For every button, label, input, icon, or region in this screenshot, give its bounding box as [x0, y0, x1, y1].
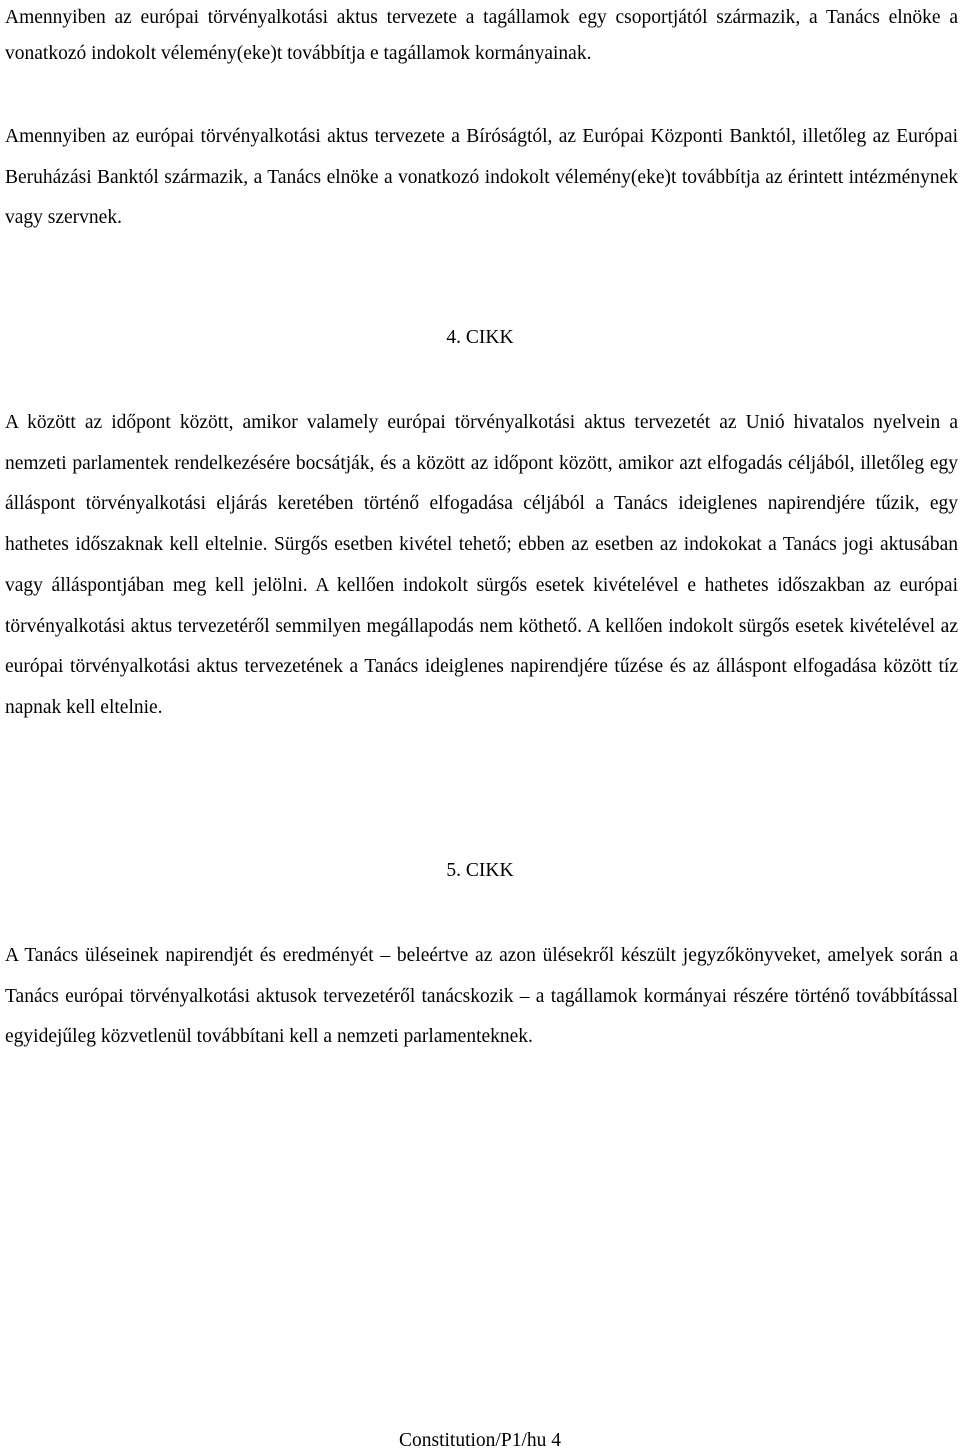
page-footer: Constitution/P1/hu 4 [399, 1430, 561, 1451]
article-4-heading: 4. CIKK [446, 327, 514, 348]
article-5-heading: 5. CIKK [446, 860, 514, 881]
paragraph-institutions: Amennyiben az európai törvényalkotási aktus tervezete a Bíróságtól, az Európai Központi Banktól, illetőleg az Európai Beruházási Banktól származik, a Tanács elnöke a vonatkozó indokolt vélemény(eke)t továbbítja az érintett intézménynek vagy szervnek. [5, 126, 958, 229]
article-4-body: A között az időpont között, amikor valamely európai törvényalkotási aktus tervezetét az Unió hivatalos nyelvein a nemzeti parlamentek rendelkezésére bocsátják, és a között az időpont között, amikor azt elfogadás céljából, illetőleg egy álláspont törvényalkotási eljárás keretében történő elfogadása céljából a Tanács ideiglenes napirendjére tűzik, egy hathetes időszaknak kell eltelnie. Sürgős esetben kivétel tehető; ebben az esetben az indokokat a Tanács jogi aktusában vagy álláspontjában meg kell jelölni. A kellően indokolt sürgős esetek kivételével e hathetes időszakban az európai törvényalkotási aktus tervezetéről semmilyen megállapodás nem köthető. A kellően indokolt sürgős esetek kivételével az európai törvényalkotási aktus tervezetének a Tanács ideiglenes napirendjére tűzése és az álláspont elfogadása között tíz napnak kell eltelnie. [5, 412, 958, 718]
article-5-body: A Tanács üléseinek napirendjét és eredményét – beleértve az azon ülésekről készült jegyzőkönyveket, amelyek során a Tanács európai törvényalkotási aktusok tervezetéről tanácskozik – a tagállamok kormányai részére történő továbbítással egyidejűleg közvetlenül továbbítani kell a nemzeti parlamenteknek. [5, 945, 958, 1048]
paragraph-member-states: Amennyiben az európai törvényalkotási aktus tervezete a tagállamok egy csoportjától származik, a Tanács elnöke a vonatkozó indokolt vélemény(eke)t továbbítja e tagállamok kormányainak. [5, 7, 958, 64]
